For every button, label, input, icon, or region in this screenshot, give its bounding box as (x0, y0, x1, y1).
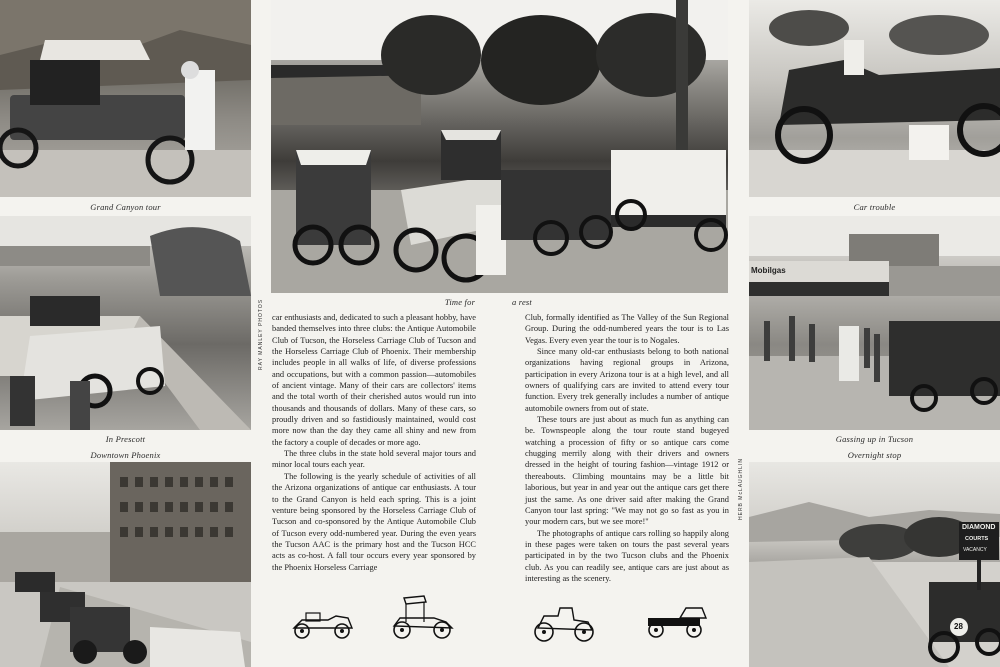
photo-downtown-phoenix (0, 462, 251, 667)
motel-sign-vacancy: VACANCY (963, 547, 987, 553)
photo-credit-right: HERB McLAUGHLIN (738, 458, 744, 520)
motel-sign-sub: COURTS (965, 536, 989, 542)
gas-station-sign: Mobilgas (751, 266, 786, 275)
grand-canyon-car-illustration (0, 0, 251, 197)
prescott-street-illustration (0, 216, 251, 430)
photo-credit-left: RAY MANLEY PHOTOS (258, 298, 264, 370)
caption-grand-canyon-tour: Grand Canyon tour (90, 202, 161, 212)
caption-prescott: In Prescott (105, 434, 146, 444)
article-column-right (525, 312, 729, 584)
antique-car-drawing-1 (288, 608, 358, 640)
car-trouble-illustration (749, 0, 1000, 197)
article-paragraph: The following is the yearly schedule of activities of all the Arizona organizations of antique car enthusiasts. A tour to the Grand Canyon is held each spring. This is a joint venture being sponsored by the Horseless Carriage Club of Tucson and co-sponsored by the Antique Automobile Club of Tucson every odd-numbered year. During the even years the Tucson AAC is the primary host and the Tucson HCC acts as co-host. A fall tour occurs every year sponsored by the Phoenix Horseless Carriage (272, 471, 476, 572)
article-paragraph: The photographs of antique cars rolling so happily along in these pages were taken on tours the past several years participated in by the two Tucson clubs and the Phoenix club. As you can readily see, antique cars are just about as interesting as the scenery. (525, 528, 729, 583)
phoenix-street-illustration (0, 462, 251, 667)
article-paragraph: The three clubs in the state hold several major tours and minor local tours each year. (272, 449, 476, 470)
photo-prescott (0, 216, 251, 430)
antique-car-drawing-2 (388, 592, 458, 640)
caption-gassing-up: Gassing up in Tucson (835, 434, 914, 444)
article-column-left (272, 312, 476, 573)
caption-overnight-stop: Overnight stop (847, 450, 902, 460)
caption-a-rest: a rest (511, 297, 532, 307)
caption-car-trouble: Car trouble (853, 202, 896, 212)
caption-time-for: Time for (444, 297, 476, 307)
photo-car-trouble (749, 0, 1000, 197)
antique-car-drawing-4 (640, 604, 712, 640)
article-paragraph: These tours are just about as much fun as anything can be. Townspeople along the tour route stand bugeyed watching a procession of fifty or so antique cars come chugging merrily along with their drivers and owners dressed in the height of touring fashion—vintage 1912 or thereabouts. Climbing mountains may be a little bit laborious, but year in and year out the antique cars get there just the same. As one driver said after making the Grand Canyon tour last spring: "We may not go so fast as you in your modern cars, but we see more!" (525, 415, 729, 527)
photo-overnight-stop (749, 462, 1000, 667)
parked-cars-illustration (271, 0, 728, 293)
photo-gassing-up-tucson (749, 216, 1000, 430)
caption-downtown-phoenix: Downtown Phoenix (90, 450, 161, 460)
car-number-plate: 28 (954, 622, 963, 631)
gas-station-illustration (749, 216, 1000, 430)
motel-road-illustration (749, 462, 1000, 667)
article-paragraph: Since many old-car enthusiasts belong to both national organizations having regional groups in Arizona, participation in every Arizona tour is at a high level, and all owners of qualifying cars are invited to attend every tour function. Every trek generally includes a number of antique automobile owners from out of state. (525, 347, 729, 413)
article-paragraph: Club, formally identified as The Valley of the Sun Regional Group. During the odd-numbered years the tour is to Las Vegas. Every even year the tour is to Nogales. (525, 313, 729, 345)
photo-time-for-a-rest (271, 0, 728, 293)
article-paragraph: car enthusiasts and, dedicated to such a pleasant hobby, have banded themselves into three clubs: the Antique Automobile Club of Tucson, the Horseless Carriage Club of Tucson and the Horseless Carriage Club of Phoenix. Their membership includes people in all walks of life, of diverse professions and occupations, but with a common passion—automobiles of ancient vintage. Many of their cars are collectors' items and the total worth of their cherished autos would run into thousands and thousands of dollars. Many of these cars, so proudly driven and so fastidiously maintained, would cost more now than the day they came all shiny and new from the factory a couple of decades or more ago. (272, 313, 476, 447)
photo-grand-canyon-tour (0, 0, 251, 197)
antique-car-drawing-3 (528, 600, 600, 642)
motel-sign-name: DIAMOND (962, 524, 996, 531)
